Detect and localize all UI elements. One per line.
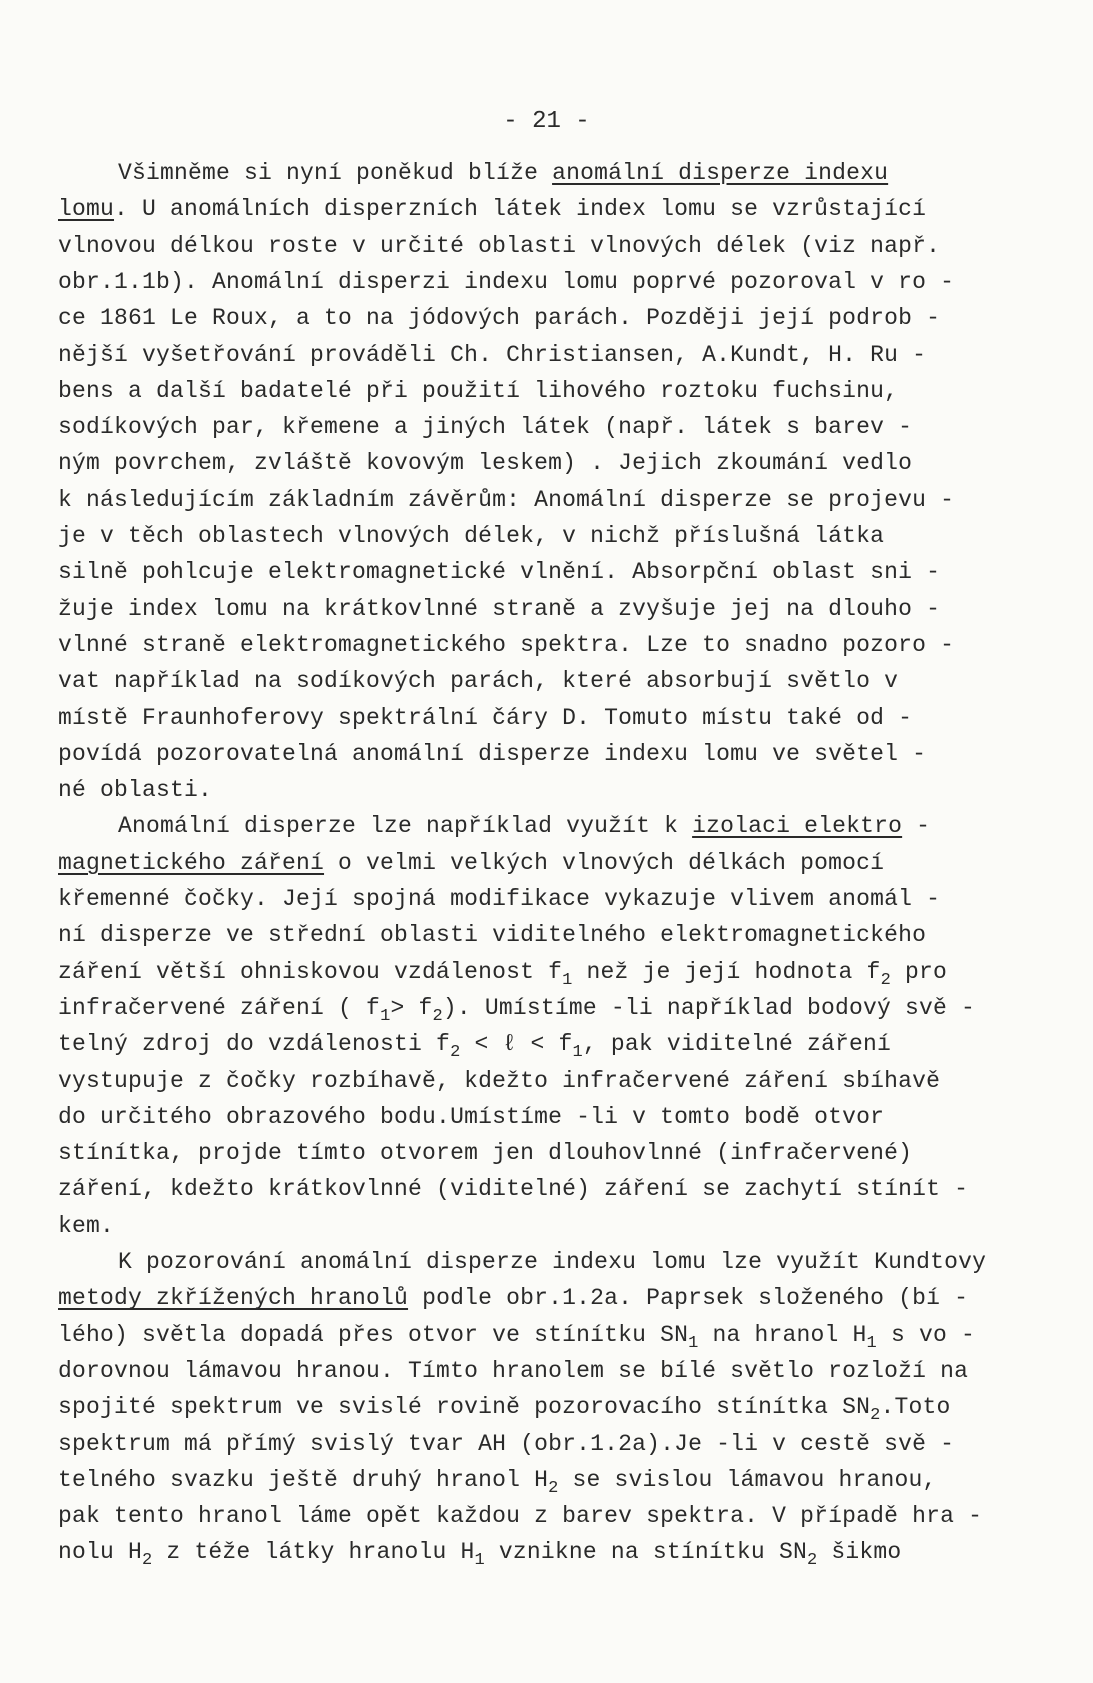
text-run: podle obr.1.2a. Paprsek složeného (bí -: [408, 1285, 969, 1312]
text-line: [58, 1176, 968, 1202]
text-line: [58, 1394, 951, 1426]
text-run: je v těch oblastech vlnových délek, v nichž příslušná látka: [58, 523, 885, 549]
underlined-term: metody zkřížených hranolů: [58, 1285, 409, 1312]
text-run: infračervené záření ( f: [58, 994, 381, 1021]
text-run: místě Fraunhoferovy spektrální čáry D. Tomuto místu také od -: [58, 704, 913, 731]
subscript: 2: [450, 1043, 461, 1063]
text-line: [58, 1068, 940, 1094]
text-run: vznikne na stínítku SN: [484, 1539, 807, 1566]
text-line: [58, 668, 898, 694]
text-run: křemenné čočky. Její spojná modifikace vykazuje vlivem anomál -: [58, 886, 941, 912]
text-line: [58, 378, 898, 404]
text-line: [118, 813, 930, 839]
page-number: - 21 -: [503, 108, 590, 135]
underlined-term: izolaci elektro: [692, 813, 903, 840]
text-line: [58, 632, 954, 658]
text-line: [58, 1285, 968, 1311]
text-line: [58, 342, 926, 368]
text-run: , pak viditelné záření: [582, 1031, 891, 1058]
text-run: šikmo: [817, 1539, 902, 1566]
text-run: vat například na sodíkových parách, které absorbují světlo v: [58, 668, 899, 695]
text-line: [58, 450, 912, 476]
text-run: nolu H: [58, 1539, 143, 1566]
text-run: než je její hodnota f: [572, 958, 881, 985]
subscript: 1: [562, 970, 573, 990]
text-line: [58, 1431, 954, 1457]
text-line: [58, 1213, 114, 1239]
subscript: 1: [572, 1043, 583, 1063]
text-line: [58, 196, 926, 222]
text-run: vlnovou délkou roste v určité oblasti vlnových délek (viz např.: [58, 232, 941, 259]
text-line: [58, 1321, 975, 1353]
text-run: spojité spektrum ve svislé rovině pozorovacího stínítka SN: [58, 1394, 871, 1421]
underlined-term: magnetického záření: [58, 849, 325, 876]
text-run: . U anomálních disperzních látek index lomu se vzrůstající: [114, 196, 927, 223]
text-line: [58, 886, 940, 912]
text-line: [58, 958, 947, 990]
text-run: vystupuje z čočky rozbíhavě, kdežto infračervené záření sbíhavě: [58, 1067, 941, 1094]
text-run: s vo -: [876, 1321, 975, 1348]
text-run: stínítka, projde tímto otvorem jen dlouhovlnné (infračervené): [58, 1140, 913, 1167]
subscript: 1: [380, 1006, 391, 1026]
text-run: k následujícím základním závěrům: Anomální disperze se projevu -: [58, 486, 955, 513]
text-line: [58, 994, 975, 1026]
text-run: né oblasti.: [58, 777, 213, 804]
text-line: [58, 487, 954, 513]
text-run: < ℓ < f: [460, 1031, 573, 1058]
text-line: [58, 1503, 982, 1529]
text-run: bens a další badatelé při použití lihového roztoku fuchsinu,: [58, 377, 899, 404]
text-run: do určitého obrazového bodu.Umístíme -li v tomto bodě otvor: [58, 1103, 885, 1130]
subscript: 2: [142, 1551, 153, 1571]
text-run: žuje index lomu na krátkovlnné straně a zvyšuje jej na dlouho -: [58, 595, 941, 622]
text-run: nější vyšetřování prováděli Ch. Christiansen, A.Kundt, H. Ru -: [58, 341, 927, 368]
subscript: 1: [688, 1333, 699, 1353]
text-run: ným povrchem, zvláště kovovým leskem) . Jejich zkoumání vedlo: [58, 450, 913, 477]
text-run: dorovnou lámavou hranou. Tímto hranolem se bílé světlo rozloží na: [58, 1357, 969, 1384]
text-run: ce 1861 Le Roux, a to na jódových parách. Později její podrob -: [58, 305, 941, 332]
subscript: 2: [880, 970, 891, 990]
text-run: povídá pozorovatelná anomální disperze indexu lomu ve světel -: [58, 740, 927, 767]
text-line: [58, 523, 884, 549]
text-run: ní disperze ve střední oblasti viditelného elektromagnetického: [58, 922, 927, 949]
text-line: [58, 1031, 891, 1063]
text-run: obr.1.1b). Anomální disperzi indexu lomu poprvé pozoroval v ro -: [58, 268, 955, 295]
text-line: [58, 1358, 968, 1384]
text-line: [58, 1140, 912, 1166]
text-run: spektrum má přímý svislý tvar AH (obr.1.2a).Je -li v cestě svě -: [58, 1430, 955, 1457]
text-line: [58, 741, 926, 767]
text-run: se svislou lámavou hranou,: [558, 1466, 937, 1493]
text-line: [58, 1466, 937, 1498]
text-run: záření, kdežto krátkovlnné (viditelné) záření se zachytí stínít -: [58, 1176, 969, 1203]
text-line: [118, 1249, 986, 1275]
text-run: .Toto: [880, 1394, 951, 1421]
text-line: [118, 160, 888, 186]
text-line: [58, 777, 212, 803]
text-line: [58, 269, 954, 295]
subscript: 2: [432, 1006, 443, 1026]
text-run: z téže látky hranolu H: [152, 1539, 475, 1566]
text-run: sodíkových par, křemene a jiných látek (např. látek s barev -: [58, 414, 913, 441]
text-run: pro: [890, 958, 947, 985]
text-run: kem.: [58, 1212, 115, 1239]
text-run: silně pohlcuje elektromagnetické vlnění. Absorpční oblast sni -: [58, 559, 941, 586]
text-line: [58, 1104, 884, 1130]
text-run: Anomální disperze lze například využít k: [118, 813, 693, 840]
subscript: 1: [866, 1333, 877, 1353]
text-line: [58, 1539, 902, 1571]
subscript: 2: [870, 1406, 881, 1426]
text-run: lého) světla dopadá přes otvor ve stínítku SN: [58, 1321, 689, 1348]
subscript: 2: [806, 1551, 818, 1571]
text-run: vlnné straně elektromagnetického spektra. Lze to snadno pozoro -: [58, 631, 955, 658]
underlined-term: lomu: [58, 196, 115, 223]
text-run: K pozorování anomální disperze indexu lomu lze využít Kundtovy: [118, 1249, 987, 1275]
text-run: telný zdroj do vzdálenosti f: [58, 1031, 451, 1058]
text-line: [58, 233, 940, 259]
text-run: pak tento hranol láme opět každou z barev spektra. V případě hra -: [58, 1503, 983, 1530]
text-run: > f: [390, 994, 433, 1021]
text-run: Všimněme si nyní poněkud blíže: [118, 160, 553, 186]
text-line: [58, 705, 912, 731]
text-line: [58, 850, 884, 876]
text-run: na hranol H: [698, 1321, 867, 1348]
subscript: 2: [548, 1478, 559, 1498]
text-line: [58, 414, 912, 440]
text-line: [58, 305, 940, 331]
text-run: ). Umístíme -li například bodový svě -: [442, 994, 975, 1021]
underlined-term: anomální disperze indexu: [552, 160, 889, 186]
text-run: o velmi velkých vlnových délkách pomocí: [324, 849, 885, 876]
subscript: 1: [474, 1551, 485, 1571]
text-run: -: [902, 813, 931, 840]
text-run: telného svazku ještě druhý hranol H: [58, 1466, 549, 1493]
text-run: záření větší ohniskovou vzdálenost f: [58, 958, 563, 985]
text-line: [58, 922, 926, 948]
text-line: [58, 559, 940, 585]
text-line: [58, 596, 940, 622]
